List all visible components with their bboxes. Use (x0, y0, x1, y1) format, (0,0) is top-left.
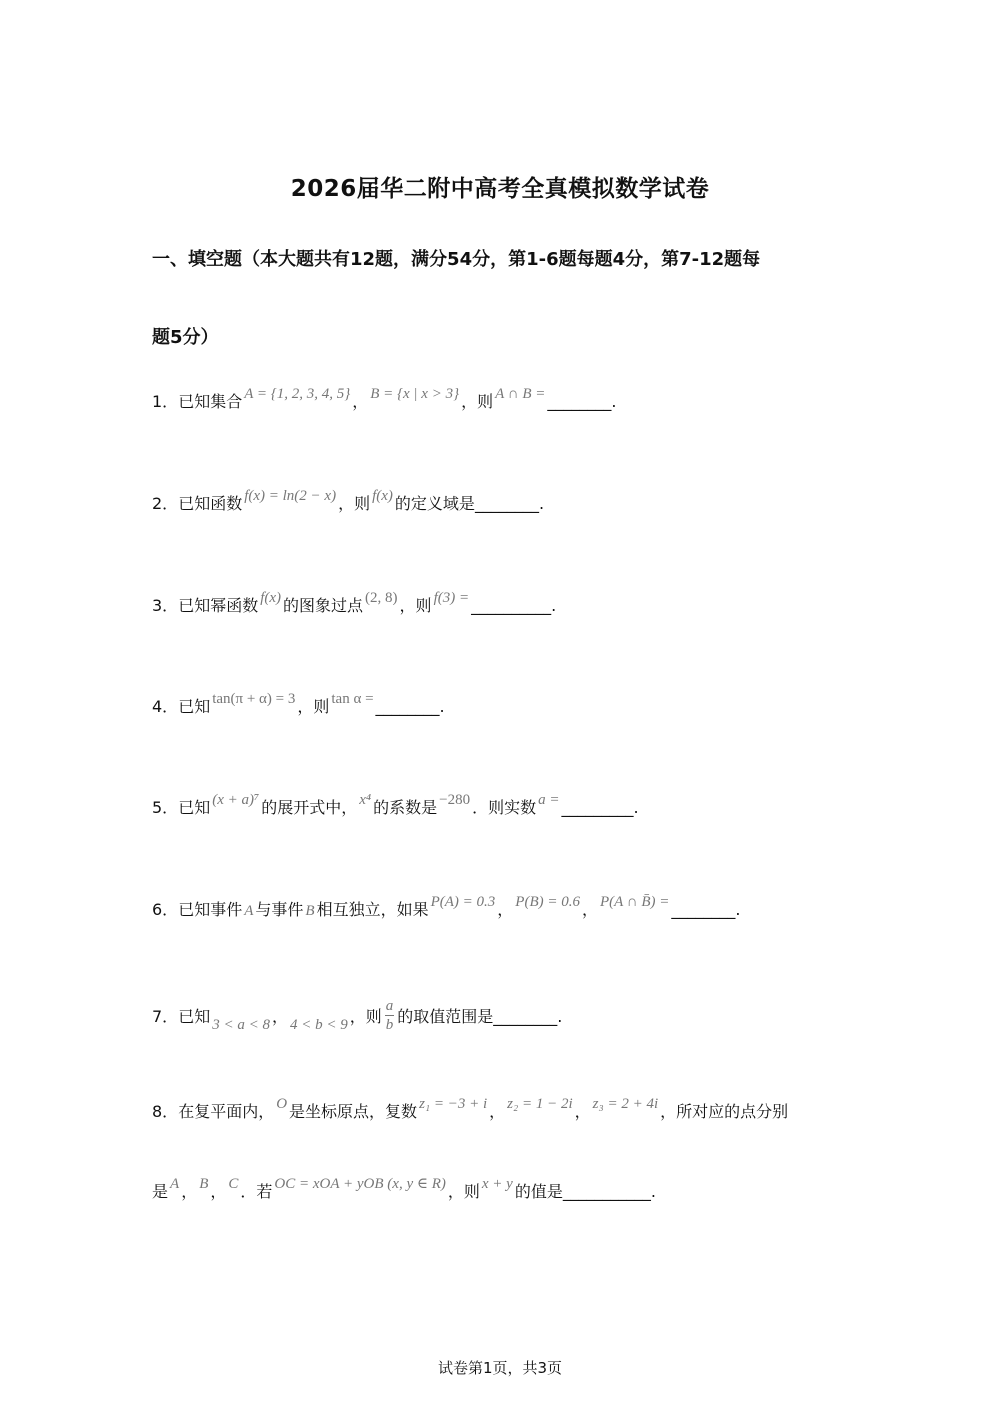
question-text: ， (581, 900, 598, 919)
question-text: 与事件 (255, 900, 304, 919)
question-8-line1 (152, 1096, 789, 1125)
question-text: 在复平面内， (178, 1102, 275, 1121)
math-expr: x + y (481, 1176, 513, 1192)
question-text: . (551, 596, 557, 615)
question-text: ， (210, 1182, 227, 1201)
answer-blank: ________ (671, 900, 736, 919)
math-expr: −280 (439, 792, 471, 808)
question-text: ， (181, 1182, 198, 1201)
math-expr: (2, 8) (365, 590, 398, 606)
question-text: . (735, 900, 741, 919)
question-2 (152, 488, 545, 517)
question-text: 已知 (178, 1007, 211, 1026)
math-expr: f(x) (372, 488, 393, 504)
question-number: 5． (152, 798, 179, 817)
question-text: 的系数是 (373, 798, 438, 817)
math-expr: B (199, 1176, 209, 1192)
math-expr: O (276, 1096, 288, 1112)
math-expr: A (244, 903, 254, 919)
question-text: . (557, 1007, 563, 1026)
math-expr: A ∩ B = (495, 386, 546, 402)
question-text: ， (489, 1102, 506, 1121)
math-expr: C (228, 1176, 239, 1192)
question-number: 2． (152, 494, 179, 513)
fraction-denominator: b (385, 1017, 394, 1033)
math-expr: 4 < b < 9 (289, 1017, 348, 1033)
section-heading-line2: 题5分） (152, 327, 219, 348)
question-text: . (650, 1182, 656, 1201)
question-text: . (611, 392, 617, 411)
question-text: ，则 (461, 392, 494, 411)
question-1 (152, 386, 617, 415)
question-text: . (439, 697, 445, 716)
question-number: 7． (152, 1007, 179, 1026)
question-text: 是坐标原点，复数 (289, 1102, 418, 1121)
question-text: 是 (152, 1182, 169, 1201)
question-text: ，则 (349, 1007, 382, 1026)
answer-blank: ________ (547, 392, 612, 411)
question-text: . (538, 494, 545, 513)
math-expr: z₂ = 1 − 2i (507, 1096, 573, 1112)
question-text: 的取值范围是 (397, 1007, 494, 1026)
answer-blank: ________ (375, 697, 440, 716)
question-text: 已知函数 (178, 494, 243, 513)
math-expr: f(x) = ln(2 − x) (244, 488, 337, 504)
question-text: 的展开式中， (261, 798, 358, 817)
question-text: 的图象过点 (283, 596, 364, 615)
math-expr: f(x) (260, 590, 282, 606)
question-text: ，则 (399, 596, 432, 615)
math-expr: z₁ = −3 + i (419, 1096, 488, 1112)
question-text: 已知 (178, 697, 211, 716)
answer-blank: ___________ (562, 1182, 651, 1201)
answer-blank: ________ (493, 1007, 558, 1026)
question-text: 已知 (178, 798, 211, 817)
math-expr: tan(π + α) = 3 (212, 691, 296, 707)
question-3 (152, 590, 557, 619)
page-footer: 试卷第1页，共3页 (437, 1359, 563, 1377)
question-text: 已知集合 (178, 392, 243, 411)
answer-blank: _________ (561, 798, 634, 817)
math-expr: tan α = (331, 691, 374, 707)
question-text: ， (352, 392, 369, 411)
math-expr: B = {x | x > 3} (370, 386, 460, 402)
math-expr: x⁴ (359, 792, 372, 808)
answer-blank: __________ (471, 596, 552, 615)
question-number: 4． (152, 697, 179, 716)
question-4 (152, 691, 445, 720)
math-expr: P(B) = 0.6 (515, 894, 580, 910)
question-text: 已知事件 (178, 900, 243, 919)
question-5 (152, 792, 639, 821)
question-text: ，则 (338, 494, 371, 513)
fraction-a-over-b (385, 997, 395, 1034)
math-expr: B (305, 903, 315, 919)
question-text: 已知幂函数 (178, 596, 259, 615)
question-text: ．若 (240, 1182, 273, 1201)
question-text: ，则 (447, 1182, 480, 1201)
question-6 (152, 894, 741, 923)
section-heading-line1: 一、填空题（本大题共有12题，满分54分，第1-6题每题4分，第7-12题每 (152, 249, 761, 270)
question-text: 的定义域是 (394, 494, 475, 513)
question-text: ，则 (297, 697, 330, 716)
math-expr: P(A) = 0.3 (430, 894, 496, 910)
math-expr: (x + a)⁷ (212, 792, 260, 808)
question-number: 8． (152, 1102, 179, 1121)
math-expr: a = (538, 792, 560, 808)
math-expr: A (170, 1176, 180, 1192)
question-text: ， (271, 1007, 288, 1026)
question-text: . (633, 798, 639, 817)
math-expr: z₃ = 2 + 4i (592, 1096, 659, 1112)
math-expr: A = {1, 2, 3, 4, 5} (244, 386, 351, 402)
math-expr: f(3) = (433, 590, 470, 606)
question-text: ．则实数 (472, 798, 537, 817)
answer-blank: ________ (474, 494, 539, 513)
page-title: 2026届华二附中高考全真模拟数学试卷 (290, 176, 710, 202)
fraction-numerator: a (385, 998, 394, 1014)
question-text: 相互独立，如果 (316, 900, 429, 919)
question-text: ，所对应的点分别 (660, 1102, 789, 1121)
math-expr: 3 < a < 8 (212, 1017, 270, 1033)
question-8-line2 (152, 1176, 656, 1205)
math-expr: OC = xOA + yOB (x, y ∈ R) (274, 1176, 446, 1192)
question-text: 的值是 (514, 1182, 563, 1201)
math-expr: P(A ∩ B̄) = (599, 894, 670, 910)
question-7 (152, 999, 562, 1036)
question-text: ， (497, 900, 514, 919)
question-number: 6． (152, 900, 179, 919)
question-number: 1． (152, 392, 179, 411)
question-text: ， (574, 1102, 591, 1121)
question-number: 3． (152, 596, 179, 615)
